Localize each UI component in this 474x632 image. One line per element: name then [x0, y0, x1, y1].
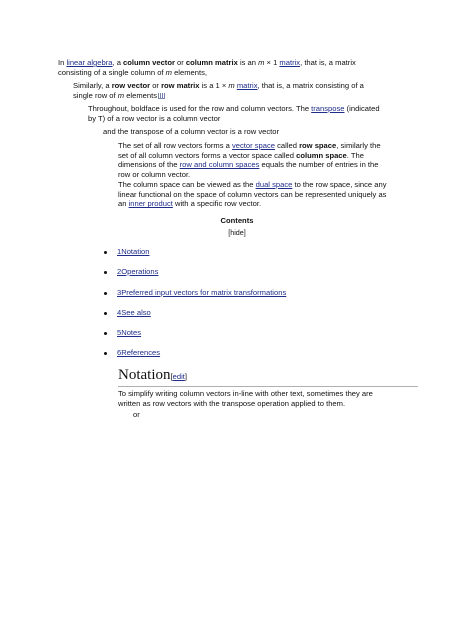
similarly-text: or: [150, 81, 162, 90]
link-linear-algebra[interactable]: linear algebra: [66, 58, 113, 67]
similarly-line-1: [73, 81, 413, 91]
toc-item-operations[interactable]: [104, 267, 158, 276]
similarly-line-2: [73, 91, 413, 101]
intro-paragraph: [58, 58, 418, 77]
term-column-matrix: column matrix: [185, 58, 238, 67]
intro-text: , a: [112, 58, 124, 67]
toc-item-preferred-input-vectors[interactable]: [104, 288, 286, 297]
bullet-icon: [104, 251, 107, 254]
notation-paragraph: [118, 389, 428, 408]
bullet-icon: [104, 271, 107, 274]
intro-text: consisting of a single column of: [58, 67, 166, 77]
edit-bracket: ]: [184, 372, 187, 381]
throughout-line-1: [88, 104, 428, 114]
var-m: m: [258, 58, 265, 67]
link-row-and-column-spaces[interactable]: row and column spaces: [179, 160, 260, 170]
toc-link[interactable]: 4See also: [117, 308, 151, 317]
throughout-line-2: by T) of a row vector is a column vector: [88, 113, 221, 123]
notation-line-1: To simplify writing column vectors in-line with other text, sometimes they are: [118, 389, 373, 398]
row-space-line-2: [118, 151, 428, 161]
toc-item-notes[interactable]: [104, 328, 141, 337]
toc-link[interactable]: 1Notation: [117, 247, 150, 256]
similarly-text: is a 1 ×: [199, 81, 229, 90]
link-dual-space[interactable]: dual space: [255, 180, 293, 189]
throughout-paragraph: [88, 104, 428, 123]
column-space-text: an: [118, 199, 129, 209]
link-matrix[interactable]: matrix: [279, 58, 301, 67]
var-m: m: [117, 90, 125, 100]
intro-text: In: [58, 58, 67, 67]
row-space-text: . The: [346, 150, 364, 160]
column-space-text: The column space can be viewed as the: [118, 180, 256, 189]
throughout-text: Throughout, boldface is used for the row and column vectors. The: [88, 104, 312, 113]
row-space-paragraph: [118, 141, 428, 179]
intro-text: × 1: [264, 58, 280, 67]
row-space-text: called: [275, 141, 300, 150]
term-column-space: column space: [296, 150, 347, 160]
toc-link[interactable]: 5Notes: [117, 328, 142, 337]
column-space-line-1: [118, 180, 428, 190]
toc-title: Contents: [220, 216, 254, 225]
var-m: m: [228, 81, 235, 90]
edit-section: [171, 372, 188, 381]
heading-text: Notation: [118, 367, 171, 383]
row-space-line-3: [118, 160, 428, 170]
intro-text: is an: [237, 58, 259, 67]
link-vector-space[interactable]: vector space: [231, 141, 276, 150]
intro-text: , that is, a matrix: [300, 58, 356, 67]
column-space-line-2: linear functional on the space of column vectors can be represented uniquely as: [118, 189, 387, 199]
row-space-line-4: row or column vector.: [118, 169, 191, 179]
link-transpose[interactable]: transpose: [311, 104, 345, 113]
toc-link[interactable]: 2Operations: [117, 267, 159, 276]
similarly-text: single row of: [73, 90, 118, 100]
similarly-paragraph: [73, 81, 413, 100]
bullet-icon: [104, 292, 107, 295]
bullet-icon: [104, 352, 107, 355]
external-link-icon[interactable]: [158, 93, 165, 99]
similarly-text: Similarly, a: [73, 81, 112, 90]
intro-line-2: [58, 68, 418, 78]
and-transpose-line: and the transpose of a column vector is a row vector: [103, 127, 280, 136]
toc-link[interactable]: 3Preferred input vectors for matrix transformations: [117, 288, 287, 297]
intro-text: elements,: [171, 67, 208, 77]
term-row-vector: row vector: [111, 81, 151, 90]
toc-item-notation[interactable]: [104, 247, 150, 256]
column-space-paragraph: [118, 180, 428, 209]
intro-line-1: [58, 58, 418, 68]
column-space-text: with a specific row vector.: [172, 199, 262, 209]
row-space-text: set of all column vectors forms a vector space called: [118, 150, 297, 160]
row-space-text: The set of all row vectors forms a: [118, 141, 232, 150]
intro-text: or: [174, 58, 186, 67]
similarly-text: , that is, a matrix consisting of a: [257, 81, 364, 90]
similarly-text: elements: [124, 90, 158, 100]
row-space-text: dimensions of the: [118, 160, 180, 170]
column-space-text: to the row space, since any: [292, 180, 387, 189]
row-space-text: equals the number of entries in the: [259, 160, 379, 170]
var-m: m: [165, 67, 172, 77]
notation-or: or: [133, 410, 140, 419]
toc-item-see-also[interactable]: [104, 308, 151, 317]
edit-bracket: [: [170, 372, 173, 381]
bullet-icon: [104, 312, 107, 315]
term-row-matrix: row matrix: [161, 81, 200, 90]
toc-hide-toggle[interactable]: [hide]: [228, 228, 246, 237]
link-matrix[interactable]: matrix: [236, 81, 258, 90]
throughout-text: (indicated: [344, 104, 380, 113]
section-heading-notation: [118, 366, 418, 387]
edit-link[interactable]: edit: [172, 372, 185, 381]
toc-item-references[interactable]: [104, 348, 160, 357]
bullet-icon: [104, 332, 107, 335]
notation-line-2: written as row vectors with the transpose operation applied to them.: [118, 398, 346, 408]
row-space-text: , similarly the: [336, 141, 381, 150]
term-row-space: row space: [299, 141, 337, 150]
row-space-line-1: [118, 141, 428, 151]
toc-link[interactable]: 6References: [117, 348, 161, 357]
column-space-line-3: [118, 199, 428, 209]
link-inner-product[interactable]: inner product: [128, 199, 173, 209]
term-column-vector: column vector: [123, 58, 175, 67]
